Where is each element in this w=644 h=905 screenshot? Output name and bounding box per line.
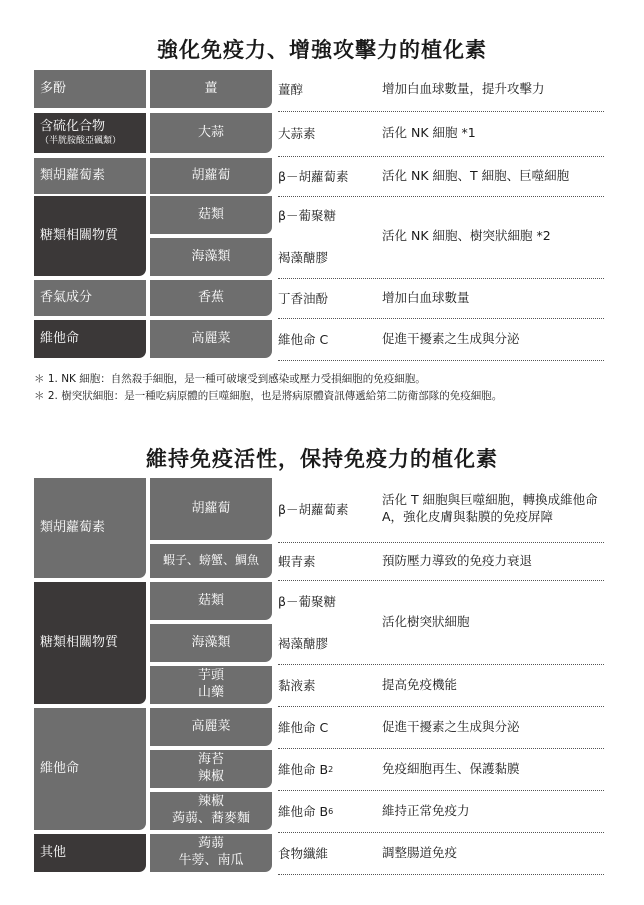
food-carrot: 胡蘿蔔 xyxy=(150,158,272,194)
category-vitamin: 維他命 xyxy=(34,320,146,358)
food-taro-yam: 芋頭 山藥 xyxy=(150,666,272,704)
divider xyxy=(278,790,604,791)
effect-row5: 增加白血球數量 xyxy=(382,289,470,305)
food-shrimp-crab-snapper: 蝦子、螃蟹、鯛魚 xyxy=(150,544,272,578)
food-garlic: 大蒜 xyxy=(150,113,272,153)
effect-mucin: 提高免疫機能 xyxy=(382,676,458,692)
food-carrot: 胡蘿蔔 xyxy=(150,478,272,540)
effect-row6: 促進干擾素之生成與分泌 xyxy=(382,330,520,346)
food-seaweed: 海藻類 xyxy=(150,624,272,662)
compound-vitamin-b2: 維他命 B 2 xyxy=(278,762,334,777)
category-sugar-related: 糖類相關物質 xyxy=(34,582,146,704)
category-carotenoid: 類胡蘿蔔素 xyxy=(34,478,146,578)
compound-vitamin-c: 維他命 C xyxy=(278,332,329,347)
divider xyxy=(278,278,604,279)
effect-row3: 活化 NK 細胞、T 細胞、巨噬細胞 xyxy=(382,167,570,183)
category-vitamin: 維他命 xyxy=(34,708,146,830)
divider xyxy=(278,111,604,112)
divider xyxy=(278,706,604,707)
category-sugar-related: 糖類相關物質 xyxy=(34,196,146,276)
effect-vitamin-b6: 維持正常免疫力 xyxy=(382,802,470,818)
category-carotenoid: 類胡蘿蔔素 xyxy=(34,158,146,194)
section1-title: 強化免疫力、增強攻擊力的植化素 xyxy=(157,38,487,62)
food-seaweed: 海藻類 xyxy=(150,238,272,276)
footnote-2: ＊ 2. 樹突狀細胞：是一種吃病原體的巨噬細胞，也是將病原體資訊傳遞給第二防衛部隊的免疫細胞。 xyxy=(34,390,503,402)
divider xyxy=(278,664,604,665)
compound-vitamin-c: 維他命 C xyxy=(278,720,329,735)
divider xyxy=(278,580,604,581)
food-ginger: 薑 xyxy=(150,70,272,108)
divider xyxy=(278,360,604,361)
compound-allicin: 大蒜素 xyxy=(278,126,316,141)
effect-vitamin-b2: 免疫細胞再生、保護黏膜 xyxy=(382,760,520,776)
divider xyxy=(278,748,604,749)
footnote-1: ＊ 1. NK 細胞：自然殺手細胞，是一種可破壞受到感染或壓力受損細胞的免疫細胞。 xyxy=(34,373,426,385)
food-mushroom: 菇類 xyxy=(150,196,272,234)
category-other: 其他 xyxy=(34,834,146,872)
effect-row1: 增加白血球數量，提升攻擊力 xyxy=(382,80,545,96)
food-cabbage: 高麗菜 xyxy=(150,708,272,746)
compound-vitamin-b6: 維他命 B 6 xyxy=(278,804,334,819)
compound-beta-glucan: β－葡聚糖 xyxy=(278,594,336,609)
compound-fucoidan: 褐藻醣膠 xyxy=(278,636,329,651)
food-konjac-burdock-pumpkin: 蒟蒻 牛蒡、南瓜 xyxy=(150,834,272,872)
category-polyphenol: 多酚 xyxy=(34,70,146,108)
food-mushroom: 菇類 xyxy=(150,582,272,620)
compound-fucoidan: 褐藻醣膠 xyxy=(278,250,329,265)
compound-astaxanthin: 蝦青素 xyxy=(278,554,316,569)
effect-row2: 活化 NK 細胞 *1 xyxy=(382,124,476,140)
compound-dietary-fiber: 食物纖維 xyxy=(278,846,329,861)
category-aroma: 香氣成分 xyxy=(34,280,146,316)
divider xyxy=(278,542,604,543)
effect-dietary-fiber: 調整腸道免疫 xyxy=(382,844,458,860)
compound-beta-glucan: β－葡聚糖 xyxy=(278,208,336,223)
compound-beta-carotene: β－胡蘿蔔素 xyxy=(278,169,349,184)
effect-dendritic: 活化樹突狀細胞 xyxy=(382,613,470,629)
compound-mucin: 黏液素 xyxy=(278,678,316,693)
divider xyxy=(278,318,604,319)
food-nori-chili: 海苔 辣椒 xyxy=(150,750,272,788)
divider xyxy=(278,832,604,833)
section2-title: 維持免疫活性，保持免疫力的植化素 xyxy=(146,447,498,471)
effect-row4: 活化 NK 細胞、樹突狀細胞 *2 xyxy=(382,227,551,243)
food-cabbage: 高麗菜 xyxy=(150,320,272,358)
divider xyxy=(278,874,604,875)
category-sulfur-compounds: 含硫化合物 （半胱胺酸亞碸類） xyxy=(34,113,146,153)
food-chili-konjac-soba: 辣椒 蒟蒻、蕎麥麵 xyxy=(150,792,272,830)
effect-carotene: 活化 T 細胞與巨噬細胞，轉換成維他命 A，強化皮膚與黏膜的免疫屏障 xyxy=(382,492,598,524)
compound-beta-carotene: β－胡蘿蔔素 xyxy=(278,502,349,517)
compound-eugenol: 丁香油酚 xyxy=(278,291,329,306)
divider xyxy=(278,156,604,157)
effect-astaxanthin: 預防壓力導致的免疫力衰退 xyxy=(382,552,533,568)
food-banana: 香蕉 xyxy=(150,280,272,316)
compound-gingerol: 薑醇 xyxy=(278,82,304,97)
effect-vitamin-c: 促進干擾素之生成與分泌 xyxy=(382,718,520,734)
